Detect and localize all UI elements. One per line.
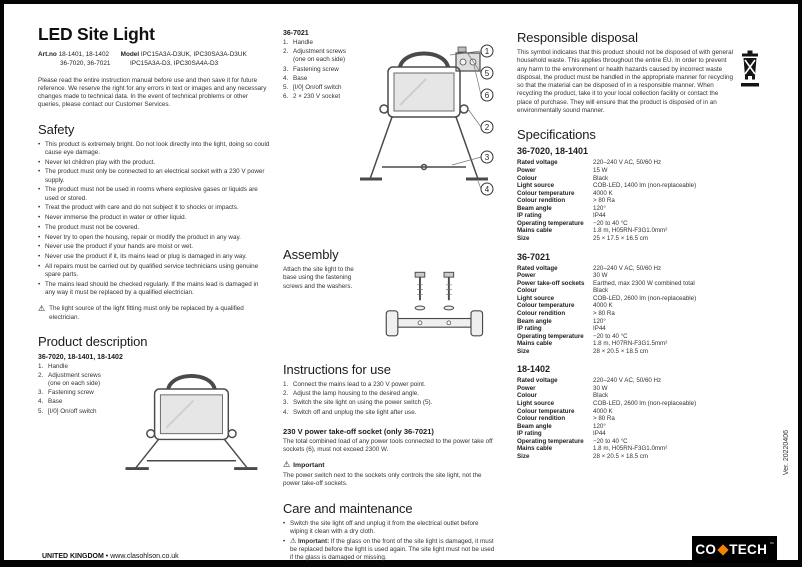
parts-list-a	[38, 363, 106, 416]
product-parts-a	[38, 363, 270, 485]
column-right	[517, 30, 761, 461]
heading-instructions: Instructions for use	[283, 362, 391, 377]
warning-icon: ⚠	[290, 537, 297, 545]
safety-item: • The product must not be used in rooms where explosive gases or liquids are used or stored.	[38, 186, 270, 202]
spec-row: Power 30 W	[517, 384, 608, 392]
spec-section	[517, 364, 761, 460]
instruction-step: Switch the site light on using the power switch (5).	[293, 399, 433, 407]
callout-4: 4	[484, 185, 490, 194]
heading-care: Care and maintenance	[283, 500, 413, 516]
callout-6: 6	[484, 91, 490, 100]
safety-item: • Never immerse the product in water or other liquid.	[38, 214, 270, 222]
spec-row: Power 30 W	[517, 272, 608, 280]
artno-line-1: Art.no 18-1401, 18-1402 Model IPC15A3A-D3UK, IPC30SA3A-D3UK	[38, 51, 247, 58]
assembly-text: Attach the site light to the base using the fastening screws and the washers.	[283, 266, 354, 290]
spec-row: Colour temperature 4000 K	[517, 189, 613, 197]
footer-region: UNITED KINGDOM	[42, 553, 104, 560]
spec-row: Mains cable 1.8 m, H05RN-F3G1.0mm²	[517, 227, 668, 235]
part-item: Fastening screw	[48, 389, 94, 397]
spec-row: Power 15 W	[517, 166, 608, 174]
spec-row: Rated voltage 220–240 V AC, 50/60 Hz	[517, 377, 662, 385]
warning-icon: ⚠	[283, 460, 291, 470]
spec-row: Beam angle 120°	[517, 317, 606, 325]
instruction-step: Adjust the lamp housing to the desired angle.	[293, 390, 420, 398]
care-important-text: If the glass on the front of the site light is damaged, it must be replaced before the light is used again. The site light must not be used if the glass is damaged or missing.	[290, 537, 495, 561]
spec-row: Colour Black	[517, 174, 609, 182]
heading-disposal: Responsible disposal	[517, 30, 638, 45]
part-item: Base	[293, 74, 308, 82]
spec-row: Size 25 × 17.5 × 16.5 cm	[517, 235, 649, 242]
product-models-b: 36-7021	[283, 30, 309, 37]
warning-icon: ⚠	[38, 304, 46, 314]
care-item	[283, 538, 497, 563]
manual-page	[4, 4, 798, 560]
intro-paragraph: Please read the entire instruction manual before use and then save it for future reference. We reserve the right for any errors in text or images and any necessary changes made to technical data. In the event of technical problems or other queries, please contact our Customer Services.	[38, 76, 267, 109]
takeoff-heading: 230 V power take-off socket (only 36-7021)	[283, 426, 434, 436]
spec-row: Colour rendition > 80 Ra	[517, 415, 615, 423]
part-item: Fastening screw	[293, 65, 339, 73]
callout-2: 2	[484, 123, 490, 132]
product-parts-b	[283, 39, 497, 235]
spec-row: Light source COB-LED, 2600 lm (non-replaceable)	[517, 294, 697, 302]
spec-section	[517, 252, 761, 356]
part-item: [I/0] On/off switch	[48, 407, 97, 415]
safety-item: • Never try to open the housing, repair or modify the product in any way.	[38, 234, 270, 242]
spec-row: IP rating IP44	[517, 325, 606, 333]
callout-1: 1	[484, 47, 490, 56]
spec-row: IP rating IP44	[517, 212, 606, 220]
spec-row: Operating temperature −20 to 40 °C	[517, 219, 628, 227]
instruction-step: Switch off and unplug the site light after use.	[293, 408, 417, 416]
part-item: Handle	[48, 362, 68, 370]
spec-model-title: 18-1402	[517, 364, 551, 375]
important-note-label: ⚠ Important	[283, 460, 325, 470]
spec-row: Colour Black	[517, 392, 609, 400]
spec-row: Power take-off sockets Earthed, max 2300 W combined total	[517, 279, 695, 287]
spec-row: Mains cable 1.8 m, H05RN-F3G1.0mm²	[517, 445, 668, 453]
heading-safety: Safety	[38, 121, 75, 137]
care-list	[283, 520, 497, 562]
spec-row: Light source COB-LED, 2600 lm (non-replaceable)	[517, 400, 697, 407]
site-light-36-7021-illustration	[352, 39, 497, 229]
artno-line-2: 36-7020, 36-7021 IPC15A3A-D3, IPC30SA4A-D3	[60, 60, 219, 68]
takeoff-text: The total combined load of any power tools connected to the power take off sockets (6), must not exceed 2300 W.	[283, 437, 493, 453]
assembly-block	[283, 266, 497, 350]
spec-row: Mains cable 1.8 m, H07RN-F3G1.5mm²	[517, 340, 668, 348]
footer-website: www.clasohlson.co.uk	[110, 553, 179, 560]
spec-row: Beam angle 120°	[517, 422, 606, 430]
callout-3: 3	[484, 153, 490, 162]
column-middle	[283, 30, 497, 564]
safety-note-text: The light source of the light fitting must only be replaced by a qualified electrician.	[49, 305, 244, 321]
safety-item: • The product must only be connected to an electrical socket with a 230 V power supply.	[38, 168, 270, 184]
part-item: Adjustment screws (one on each side)	[293, 48, 346, 64]
spec-row: Colour rendition > 80 Ra	[517, 309, 615, 317]
safety-item: • Never let children play with the product.	[38, 159, 270, 167]
heading-product-description: Product description	[38, 333, 148, 349]
disposal-text: This symbol indicates that this product should not be disposed of with general household waste. This applies throughout the entire EU. In order to prevent any harm to the environment or health hazards caused by incorrect waste disposal, the product must be handled in the appropriate manner for recycling so that the material can be disposed of in a responsible manner. When recycling the product, take it to your local collection facility or contact the place of purchase. They will ensure that the product is disposed of in an environmentally sound manner.	[517, 49, 733, 115]
product-models-a: 36-7020, 18-1401, 18-1402	[38, 353, 123, 361]
version-label: Ver. 20220406	[783, 430, 790, 476]
site-light-front-illustration	[110, 363, 270, 481]
safety-item: • The mains lead should be checked regularly. If the mains lead is damaged in any way it must be replaced by a qualified electrician.	[38, 281, 270, 297]
care-important-label: Important:	[298, 537, 330, 545]
safety-item: • This product is extremely bright. Do not look directly into the light, doing so could cause eye damage.	[38, 141, 270, 157]
important-note-text: The power switch next to the sockets only controls the site light, not the power take-off sockets.	[283, 472, 482, 488]
spec-model-title: 36-7021	[517, 251, 551, 262]
footer-separator: •	[105, 553, 109, 560]
spec-row: Colour rendition > 80 Ra	[517, 197, 615, 205]
spec-row: Colour temperature 4000 K	[517, 302, 613, 310]
assembly-illustration	[367, 266, 497, 346]
part-item: 2 × 230 V socket	[293, 93, 341, 101]
weee-bin-icon	[739, 50, 761, 90]
part-item: Base	[48, 398, 63, 406]
spec-row: Rated voltage 220–240 V AC, 50/60 Hz	[517, 159, 662, 167]
care-item: • Switch the site light off and unplug it from the electrical outlet before wiping it clean with a dry cloth.	[283, 520, 497, 536]
spec-row: Operating temperature −20 to 40 °C	[517, 332, 628, 340]
spec-row: Rated voltage 220–240 V AC, 50/60 Hz	[517, 264, 662, 272]
instruction-step: Connect the mains lead to a 230 V power point.	[293, 381, 426, 388]
spec-model-title: 36-7020, 18-1401	[517, 146, 589, 157]
footer-line	[42, 553, 179, 560]
cotech-logo-tech: TECH	[729, 542, 768, 557]
instructions-list	[283, 381, 497, 417]
spec-row: Operating temperature −20 to 40 °C	[517, 437, 628, 445]
disposal-block	[517, 49, 761, 115]
page-title: LED Site Light	[38, 24, 155, 44]
safety-note	[38, 305, 270, 322]
cotech-logo-mark	[717, 544, 728, 555]
parts-list-b	[283, 39, 351, 101]
safety-item: • Treat the product with care and do not subject it to shocks or impacts.	[38, 204, 270, 212]
heading-assembly: Assembly	[283, 247, 339, 262]
spec-row: Beam angle 120°	[517, 204, 606, 212]
safety-item: • Never use the product if your hands are moist or wet.	[38, 243, 270, 251]
cotech-logo-co: CO	[695, 542, 717, 557]
cotech-logo	[692, 536, 777, 563]
cotech-logo-tm: ™	[769, 541, 774, 546]
part-item: Adjustment screws (one on each side)	[48, 371, 101, 388]
safety-item: • The product must not be covered.	[38, 224, 270, 232]
callout-5: 5	[484, 69, 490, 78]
part-item: Handle	[293, 39, 313, 46]
spec-row: Size 28 × 20.5 × 18.5 cm	[517, 452, 649, 460]
part-item: [I/0] On/off switch	[293, 83, 342, 91]
heading-specifications: Specifications	[517, 127, 596, 143]
spec-row: Size 28 × 20.5 × 18.5 cm	[517, 347, 649, 355]
spec-row: Light source COB-LED, 1400 lm (non-replaceable)	[517, 182, 697, 190]
article-numbers	[38, 50, 270, 69]
safety-list	[38, 141, 270, 297]
spec-row: IP rating IP44	[517, 430, 606, 438]
safety-item: • All repairs must be carried out by qualified service technicians using genuine spare parts.	[38, 263, 270, 279]
spec-row: Colour Black	[517, 287, 609, 295]
safety-item: • Never use the product if it, its mains lead or plug is damaged in any way.	[38, 253, 270, 261]
spec-row: Colour temperature 4000 K	[517, 407, 613, 415]
column-left	[38, 24, 270, 485]
spec-section	[517, 146, 761, 242]
